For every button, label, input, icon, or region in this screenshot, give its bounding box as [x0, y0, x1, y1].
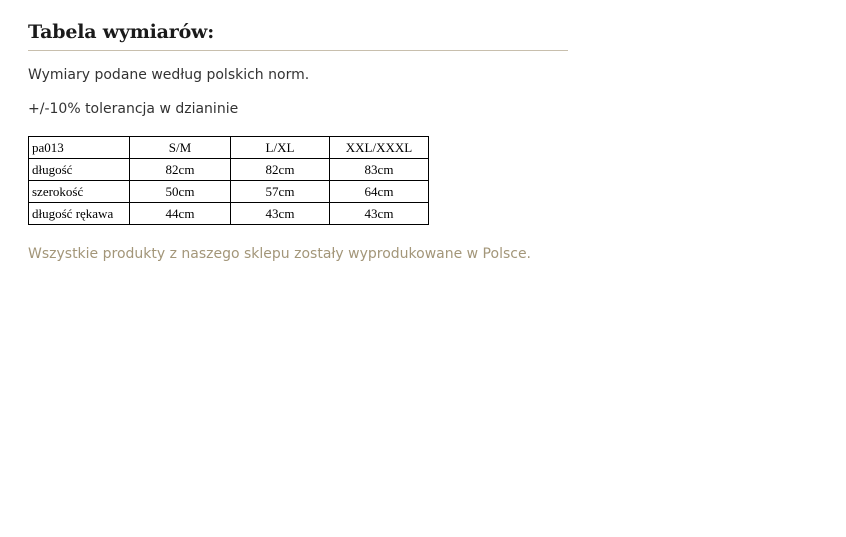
table-header-cell: S/M [130, 137, 231, 159]
size-table [28, 136, 429, 225]
table-header-cell: L/XL [231, 137, 330, 159]
table-cell: 82cm [130, 159, 231, 181]
made-in-poland-note: Wszystkie produkty z naszego sklepu zostały wyprodukowane w Polsce. [28, 246, 532, 262]
page-title: Tabela wymiarów: [28, 21, 215, 43]
table-cell: 64cm [330, 181, 429, 203]
table-cell: 83cm [330, 159, 429, 181]
table-row [29, 203, 429, 225]
tolerance-note: +/-10% tolerancja w dzianinie [28, 101, 239, 117]
table-row-label: długość rękawa [29, 203, 130, 225]
table-cell: 43cm [231, 203, 330, 225]
size-chart-section [28, 20, 568, 263]
table-header-cell: XXL/XXXL [330, 137, 429, 159]
table-cell: 44cm [130, 203, 231, 225]
table-row [29, 181, 429, 203]
norm-note: Wymiary podane według polskich norm. [28, 67, 310, 83]
table-cell: 43cm [330, 203, 429, 225]
title-divider [28, 50, 568, 51]
table-row-label: długość [29, 159, 130, 181]
table-cell: 57cm [231, 181, 330, 203]
table-header-row [29, 137, 429, 159]
table-cell: 82cm [231, 159, 330, 181]
table-row [29, 159, 429, 181]
table-cell: 50cm [130, 181, 231, 203]
table-header-cell: pa013 [29, 137, 130, 159]
table-row-label: szerokość [29, 181, 130, 203]
